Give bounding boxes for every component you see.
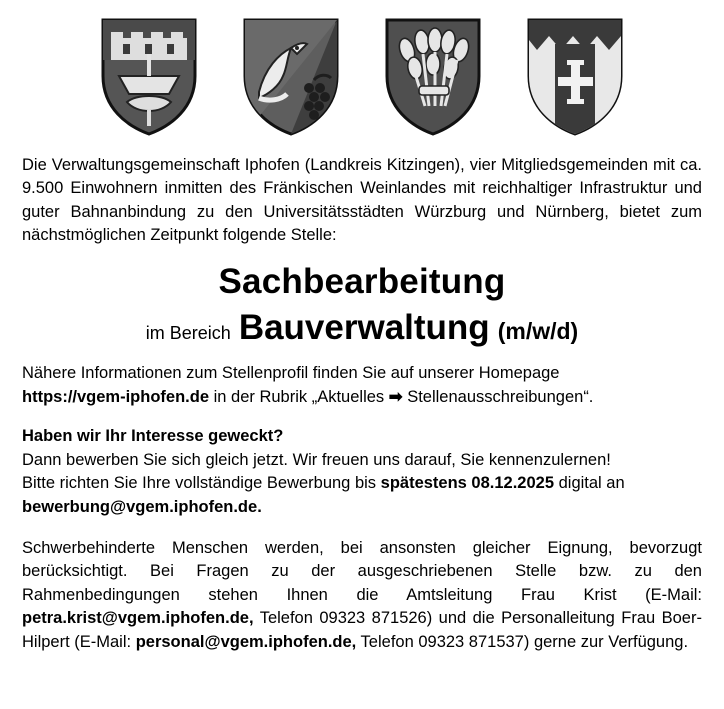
crest-markt-einersheim-icon [235, 14, 347, 138]
homepage-url[interactable]: https://vgem-iphofen.de [22, 387, 209, 406]
job-title-prefix: im Bereich [145, 323, 231, 344]
crest-iphofen-icon [93, 14, 205, 138]
homepage-info-block [22, 362, 702, 409]
intro-paragraph [22, 154, 702, 248]
crest-willanzheim-icon [377, 14, 489, 138]
final-part-3: Telefon 09323 871537) gerne zur Verfügung. [360, 632, 689, 651]
interest-heading: Haben wir Ihr Interesse geweckt? [22, 427, 284, 446]
contact-email-personal[interactable]: personal@vgem.iphofen.de, [135, 632, 357, 651]
intro-text: Die Verwaltungsgemeinschaft Iphofen (Landkreis Kitzingen), vier Mitgliedsgemeinden mit ca. 9.500 Einwohnern inmitten des Fränkischen Weinlandes mit reichhaltiger Infrastruktur und guter Bahnanbindung zu den Universitätsstädten Würzburg und Nürnberg, bietet zum nächstmöglichen Zeitpunkt folgende Stelle: [22, 156, 702, 245]
apply-line-1: Dann bewerben Sie sich gleich jetzt. Wir freuen uns darauf, Sie kennenzulernen! [22, 450, 611, 469]
apply-deadline: spätestens 08.12.2025 [380, 474, 555, 493]
job-title-line2 [22, 308, 702, 348]
application-email[interactable]: bewerbung@vgem.iphofen.de. [22, 497, 262, 516]
crest-rodelsee-icon [519, 14, 631, 138]
arrow-right-icon: ➡ [388, 387, 403, 406]
final-part-1: Schwerbehinderte Menschen werden, bei ansonsten gleicher Eignung, bevorzugt berücksichtigt. Bei Fragen zu der ausgeschriebenen Stelle bzw. zu den Rahmenbedingungen stehen Ihnen die Amtsleitung Frau Krist (E-Mail: [22, 538, 702, 604]
homepage-info-lead: Nähere Informationen zum Stellenprofil finden Sie auf unserer Homepage [22, 364, 560, 383]
apply-deadline-pre: Bitte richten Sie Ihre vollständige Bewerbung bis [22, 474, 377, 493]
job-title-block [22, 261, 702, 349]
contact-block [22, 537, 702, 654]
apply-block [22, 425, 702, 519]
homepage-info-tail: Stellenausschreibungen“. [407, 387, 594, 406]
apply-deadline-post: digital an [558, 474, 625, 493]
homepage-info-middle: in der Rubrik „Aktuelles [213, 387, 385, 406]
contact-email-krist[interactable]: petra.krist@vgem.iphofen.de, [22, 609, 254, 628]
job-title-department: Bauverwaltung [238, 308, 490, 348]
job-title-line1: Sachbearbeitung [218, 261, 506, 301]
job-title-gender-suffix: (m/w/d) [497, 318, 579, 345]
apply-line-2 [22, 472, 702, 495]
coat-of-arms-row [22, 14, 702, 146]
final-part-2: Telefon 09323 871526) und die Personalleitung Frau Boer-Hilpert (E-Mail: [22, 609, 702, 651]
